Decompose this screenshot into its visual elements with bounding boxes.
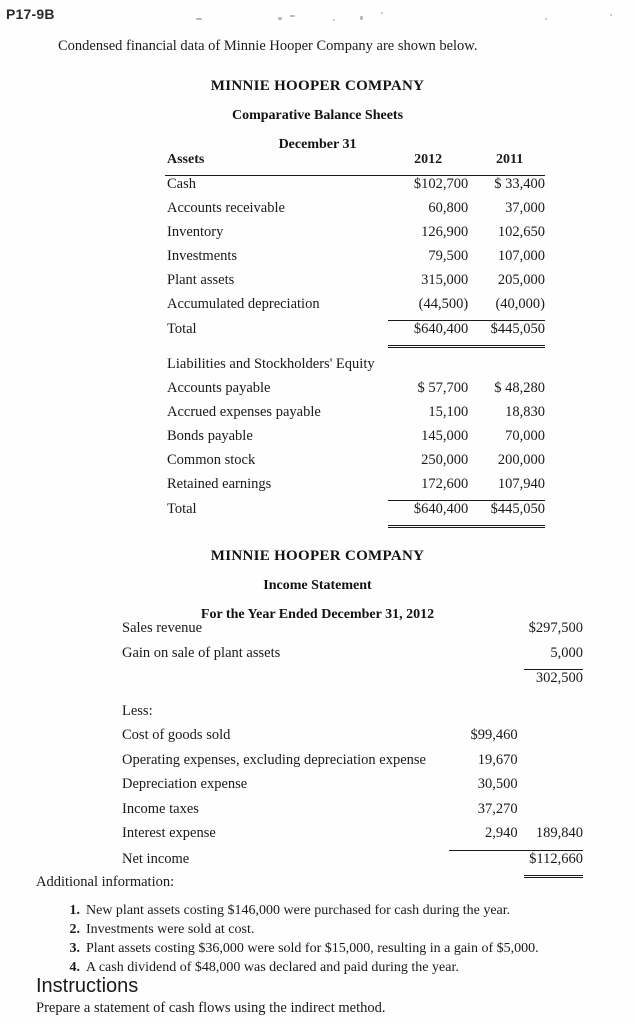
row-value-2011: 200,000 <box>497 452 545 468</box>
section-header-liabilities: Liabilities and Stockholders' Equity <box>167 356 375 372</box>
list-item <box>69 901 539 920</box>
problem-id: P17-9B <box>6 6 55 22</box>
row-value-2012: 145,000 <box>421 428 469 444</box>
balance-sheet-company: MINNIE HOOPER COMPANY <box>210 78 425 94</box>
less-label: Less: <box>122 702 153 719</box>
net-income-row <box>122 850 583 877</box>
income-statement-company: MINNIE HOOPER COMPANY <box>210 548 425 564</box>
expense-total: 189,840 <box>524 825 583 850</box>
row-value-2011: $ 33,400 <box>494 176 545 192</box>
row-label: Accounts payable <box>167 380 271 396</box>
row-value-2011: 107,940 <box>497 476 545 492</box>
row-label: Plant assets <box>167 272 235 288</box>
table-row <box>165 452 545 476</box>
row-spacer <box>524 752 583 777</box>
row-value-2012: 126,900 <box>421 224 469 240</box>
additional-information-label: Additional information: <box>36 874 175 890</box>
row-label: Income taxes <box>122 800 199 817</box>
scan-speckles <box>0 0 635 30</box>
row-amount: 30,500 <box>477 776 518 792</box>
row-label: Interest expense <box>122 825 216 841</box>
row-value-2011: 70,000 <box>505 428 545 444</box>
row-amount: $99,460 <box>470 727 518 743</box>
revenue-subtotal-row <box>122 670 583 695</box>
row-spacer <box>449 695 523 728</box>
row-value-2012: $640,400 <box>388 321 474 347</box>
row-label: Common stock <box>167 452 256 468</box>
row-spacer <box>524 695 583 728</box>
column-header-2011: 2011 <box>474 152 545 176</box>
comparative-balance-sheet-table <box>165 152 545 528</box>
row-label: Cost of goods sold <box>122 727 231 743</box>
row-value-2012: 60,800 <box>428 200 469 216</box>
table-row <box>122 801 583 826</box>
row-value-2011: 107,000 <box>497 248 545 264</box>
revenue-total: 302,500 <box>535 670 583 686</box>
income-statement-heading <box>0 548 635 623</box>
row-value-2011: $445,050 <box>474 501 545 527</box>
assets-total-row <box>165 321 545 347</box>
net-income-label: Net income <box>122 850 190 867</box>
row-amount: 19,670 <box>477 751 518 768</box>
row-spacer <box>449 850 523 877</box>
list-marker: 4. <box>69 960 80 975</box>
row-spacer <box>449 645 523 670</box>
column-header-assets: Assets <box>165 152 388 176</box>
row-amount: 2,940 <box>449 825 523 850</box>
income-statement-name: Income Statement <box>263 578 372 593</box>
row-amount: 37,270 <box>477 800 518 817</box>
table-row <box>165 296 545 321</box>
row-amount: $297,500 <box>528 620 583 636</box>
table-row <box>165 404 545 428</box>
row-value-2011: $ 48,280 <box>494 380 545 396</box>
balance-sheet-date: December 31 <box>278 137 357 152</box>
row-value-2012: $640,400 <box>388 501 474 527</box>
row-label: Accumulated depreciation <box>167 296 320 312</box>
intro-text: Condensed financial data of Minnie Hooper Company are shown below. <box>58 38 478 54</box>
row-spacer <box>449 670 523 695</box>
row-label: Investments <box>167 248 238 264</box>
list-marker: 3. <box>69 941 80 956</box>
row-value-2011: $445,050 <box>474 321 545 347</box>
liabilities-total-row <box>165 501 545 527</box>
row-label: Total <box>167 501 197 517</box>
table-row <box>165 380 545 404</box>
table-row <box>122 825 583 850</box>
row-label: Operating expenses, excluding depreciation expense <box>122 751 426 768</box>
row-value-2011: 18,830 <box>505 404 545 420</box>
list-item-text: Plant assets costing $36,000 were sold for $15,000, resulting in a gain of $5,000. <box>86 941 539 956</box>
row-value-2012: (44,500) <box>418 296 469 312</box>
table-row <box>165 272 545 296</box>
balance-sheet-statement-name: Comparative Balance Sheets <box>231 108 404 123</box>
less-label-row <box>122 695 583 728</box>
net-income-amount: $112,660 <box>524 850 583 877</box>
row-value-2012: 172,600 <box>421 476 469 492</box>
row-value-2012: 315,000 <box>421 272 469 288</box>
row-value-2011: 37,000 <box>505 200 545 216</box>
liabilities-section-header-row <box>165 347 545 381</box>
row-label: Retained earnings <box>167 476 272 492</box>
row-label: Total <box>167 321 197 337</box>
column-header-2012: 2012 <box>388 152 474 176</box>
additional-information-list <box>60 901 539 977</box>
instructions-heading: Instructions <box>36 975 139 997</box>
instructions-body: Prepare a statement of cash flows using the indirect method. <box>36 1000 386 1016</box>
row-value-2011: (40,000) <box>495 296 545 312</box>
row-spacer <box>524 776 583 801</box>
list-item <box>69 958 539 977</box>
income-statement-table <box>122 620 583 878</box>
row-spacer <box>524 727 583 752</box>
list-item <box>69 920 539 939</box>
table-row <box>165 200 545 224</box>
row-amount: 5,000 <box>524 645 583 670</box>
table-row <box>122 776 583 801</box>
row-value-2012: $102,700 <box>413 176 469 192</box>
income-statement-period: For the Year Ended December 31, 2012 <box>200 607 435 622</box>
table-row <box>122 620 583 645</box>
table-row <box>122 645 583 670</box>
row-spacer <box>449 620 523 645</box>
row-spacer <box>122 670 449 695</box>
table-row <box>165 224 545 248</box>
list-marker: 1. <box>69 903 80 918</box>
row-spacer <box>524 801 583 826</box>
row-label: Accounts receivable <box>167 200 285 216</box>
row-label: Accrued expenses payable <box>167 404 321 420</box>
table-header-row <box>165 152 545 176</box>
list-item-text: New plant assets costing $146,000 were purchased for cash during the year. <box>86 903 511 918</box>
list-item-text: Investments were sold at cost. <box>86 922 255 937</box>
row-label: Inventory <box>167 224 224 240</box>
row-value-2012: 79,500 <box>428 248 469 264</box>
table-row <box>122 727 583 752</box>
table-row <box>165 476 545 501</box>
table-row <box>165 428 545 452</box>
row-value-2012: 15,100 <box>428 404 469 420</box>
row-label: Bonds payable <box>167 428 253 444</box>
row-label: Cash <box>167 176 196 192</box>
row-value-2012: $ 57,700 <box>417 380 469 396</box>
list-item-text: A cash dividend of $48,000 was declared and paid during the year. <box>86 960 459 975</box>
balance-sheet-heading <box>0 78 635 153</box>
list-marker: 2. <box>69 922 80 937</box>
table-row <box>165 176 545 201</box>
list-item <box>69 939 539 958</box>
row-label: Sales revenue <box>122 620 203 636</box>
row-value-2012: 250,000 <box>421 452 469 468</box>
row-label: Gain on sale of plant assets <box>122 644 281 661</box>
table-row <box>165 248 545 272</box>
table-row <box>122 752 583 777</box>
row-value-2011: 102,650 <box>497 224 545 240</box>
row-value-2011: 205,000 <box>497 272 545 288</box>
row-label: Depreciation expense <box>122 776 248 792</box>
